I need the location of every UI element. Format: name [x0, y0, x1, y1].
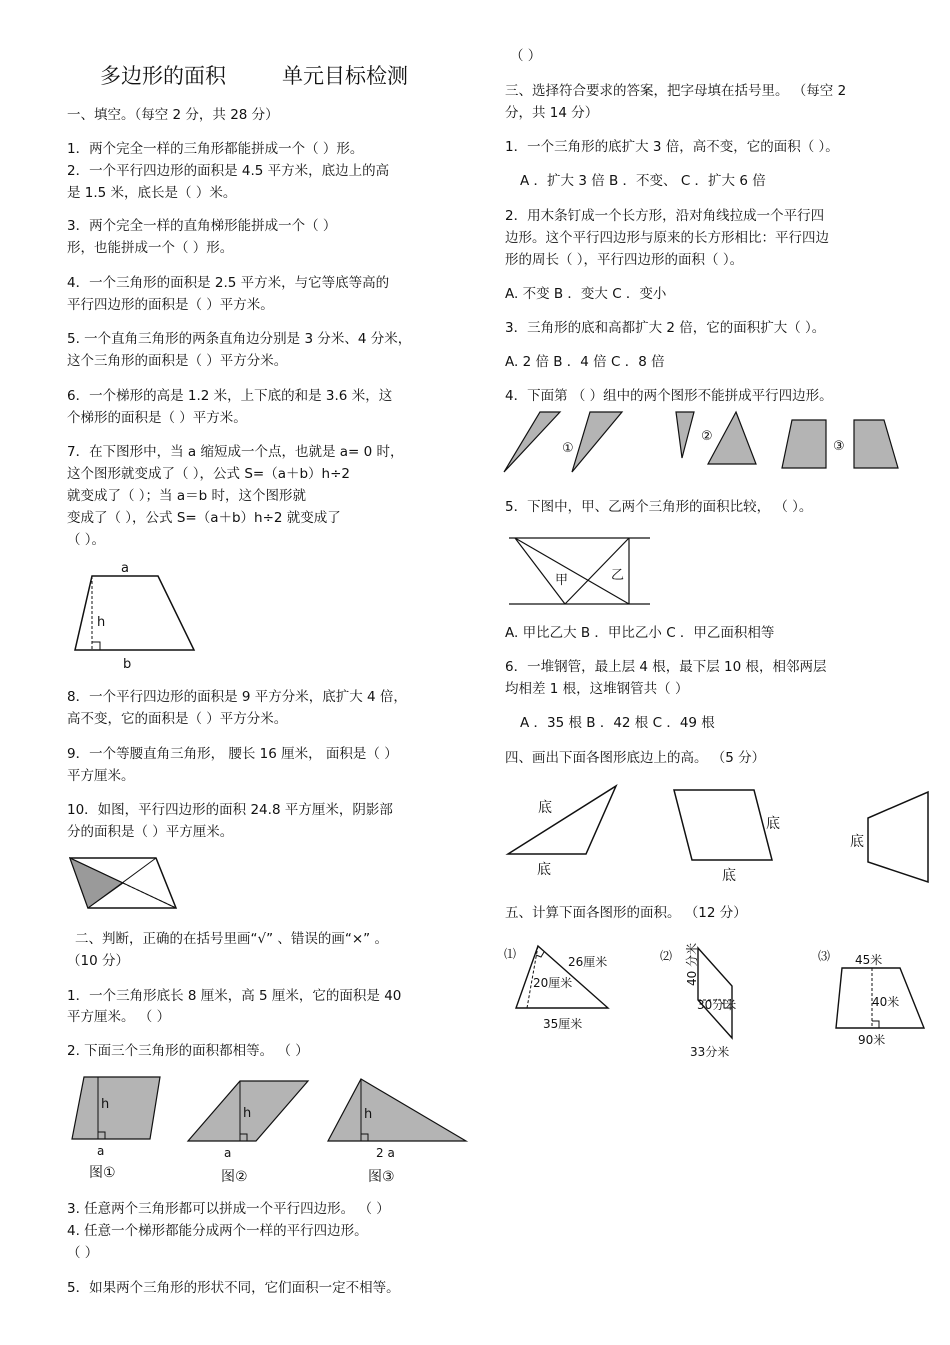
- q1-7e: （ ）。: [67, 532, 106, 548]
- calc3-label-40: 40米: [872, 995, 900, 1009]
- q3-6b: 均相差 1 根，这堆钢管共（ ）: [505, 681, 689, 697]
- q1-4b: 平行四边形的面积是（ ）平方米。: [67, 297, 274, 313]
- q3-2c: 形的周长（ ），平行四边形的面积（ ）。: [505, 252, 744, 268]
- section-3-points: 分，共 14 分）: [505, 105, 599, 121]
- calc3-label-90: 90米: [858, 1033, 886, 1047]
- q1-6a: 6．一个梯形的高是 1.2 米，上下底的和是 3.6 米，这: [67, 388, 393, 404]
- q1-6b: 个梯形的面积是（ ）平方米。: [67, 410, 247, 426]
- section-1-heading: 一、填空。（每空 2 分，共 28 分）: [67, 107, 279, 123]
- three-shapes-figure: [66, 1073, 471, 1188]
- shape3-caption: 图③: [368, 1169, 395, 1185]
- q1-5a: 5. 一个直角三角形的两条直角边分别是 3 分米、4 分米，: [67, 331, 412, 347]
- q3-2b: 边形。这个平行四边形与原来的长方形相比：平行四边: [505, 230, 829, 246]
- shape3-label-2a: 2 a: [376, 1146, 395, 1160]
- q1-10a: 10．如图，平行四边形的面积 24.8 平方厘米，阴影部: [67, 802, 393, 818]
- trapezoid-figure: [70, 560, 200, 672]
- q3-1: 1．一个三角形的底扩大 3 倍，高不变，它的面积（ ）。: [505, 139, 839, 155]
- q1-7c: 就变成了（ ）；当 a＝b 时，这个图形就: [67, 488, 306, 504]
- q3-3-options: A. 2 倍 B ．4 倍 C ．8 倍: [505, 354, 665, 370]
- shape1-caption: 图①: [89, 1165, 116, 1181]
- pair2-label: ②: [701, 429, 713, 444]
- q1-9a: 9．一个等腰直角三角形， 腰长 16 厘米， 面积是（ ）: [67, 746, 398, 762]
- shape2-label-a: a: [224, 1146, 232, 1160]
- section-4-heading: 四、画出下面各图形底边上的高。 （5 分）: [505, 750, 766, 766]
- q3-2a: 2．用木条钉成一个长方形，沿对角线拉成一个平行四: [505, 208, 825, 224]
- fig4-3-label-di: 底: [850, 834, 864, 850]
- calc2-label-33: 33分米: [690, 1045, 730, 1059]
- q2-1a: 1．一个三角形底长 8 厘米，高 5 厘米，它的面积是 40: [67, 988, 402, 1004]
- shape3-label-h: h: [364, 1107, 373, 1122]
- calc2-label-40: 40 分米: [685, 942, 699, 986]
- page-subtitle: 单元目标检测: [282, 64, 408, 88]
- q3-2-options: A. 不变 B ．变大 C ．变小: [505, 286, 667, 302]
- calc1-label-20: 20厘米: [533, 976, 573, 990]
- q1-3a: 3．两个完全一样的直角梯形能拼成一个（ ）: [67, 218, 337, 234]
- q1-2a: 2．一个平行四边形的面积是 4.5 平方米，底边上的高: [67, 163, 390, 179]
- q3-4: 4．下面第 （ ）组中的两个图形不能拼成平行四边形。: [505, 388, 833, 404]
- calc1-number: ⑴: [504, 947, 517, 961]
- shape1-label-h: h: [101, 1097, 110, 1112]
- q3-3: 3．三角形的底和高都扩大 2 倍，它的面积扩大（ ）。: [505, 320, 826, 336]
- section-3-heading: 三、选择符合要求的答案，把字母填在括号里。 （每空 2: [505, 83, 847, 99]
- q2-4b: （ ）: [67, 1245, 99, 1261]
- trap-label-h: h: [97, 615, 106, 630]
- triangle-yi-label: 乙: [611, 568, 625, 583]
- fig4-2-label-di-bottom: 底: [722, 868, 736, 884]
- section-2-heading: 二、判断，正确的在括号里画“√” 、错误的画“×” 。: [75, 931, 388, 947]
- q2-3: 3. 任意两个三角形都可以拼成一个平行四边形。 （ ）: [67, 1201, 390, 1217]
- pair3-label: ③: [833, 439, 845, 454]
- q1-4a: 4．一个三角形的面积是 2.5 平方米，与它等底等高的: [67, 275, 390, 291]
- calc3-label-45: 45米: [855, 953, 883, 967]
- trap-label-b: b: [123, 657, 132, 672]
- calc3-number: ⑶: [818, 949, 831, 963]
- section-5-heading: 五、计算下面各图形的面积。 （12 分）: [505, 905, 747, 921]
- shape2-label-h: h: [243, 1106, 252, 1121]
- q3-1-options: A ．扩大 3 倍 B ．不变、 C ．扩大 6 倍: [520, 173, 766, 189]
- page-title: 多边形的面积: [100, 64, 226, 88]
- calc2-number: ⑵: [660, 949, 673, 963]
- section-2-points: （10 分）: [67, 953, 129, 969]
- shaded-parallelogram-figure: [66, 852, 181, 914]
- q3-6a: 6．一堆钢管，最上层 4 根，最下层 10 根，相邻两层: [505, 659, 827, 675]
- fig4-1-label-di-bottom: 底: [537, 862, 551, 878]
- q1-10b: 分的面积是（ ）平方厘米。: [67, 824, 234, 840]
- pair1-label: ①: [562, 441, 574, 456]
- calc1-label-26: 26厘米: [568, 955, 608, 969]
- q2-4a: 4. 任意一个梯形都能分成两个一样的平行四边形。: [67, 1223, 368, 1239]
- shape1-label-a: a: [97, 1144, 105, 1158]
- q1-7a: 7．在下图形中，当 a 缩短成一个点，也就是 a= 0 时，: [67, 444, 404, 460]
- calc2-label-30: 30分米: [697, 998, 737, 1012]
- q2-5-bracket: （ ）: [510, 48, 542, 64]
- q3-5: 5．下图中，甲、乙两个三角形的面积比较， （ ）。: [505, 499, 813, 515]
- trap-label-a: a: [121, 561, 129, 576]
- q2-5: 5．如果两个三角形的形状不同，它们面积一定不相等。: [67, 1280, 400, 1296]
- q1-9b: 平方厘米。: [67, 768, 135, 784]
- shape-pairs-figure: [500, 408, 905, 476]
- q1-2b: 是 1.5 米，底长是（ ）米。: [67, 185, 237, 201]
- q1-1: 1．两个完全一样的三角形都能拼成一个（ ）形。: [67, 141, 364, 157]
- draw-height-figures: [500, 778, 935, 888]
- q1-3b: 形，也能拼成一个（ ）形。: [67, 240, 234, 256]
- q3-6-options: A ．35 根 B ．42 根 C ．49 根: [520, 715, 715, 731]
- fig4-1-label-di-top: 底: [538, 800, 552, 816]
- q1-5b: 这个三角形的面积是（ ）平方分米。: [67, 353, 288, 369]
- triangle-jia-label: 甲: [555, 573, 569, 588]
- q1-7d: 变成了（ ），公式 S=（a＋b）h÷2 就变成了: [67, 510, 341, 526]
- calc1-label-35: 35厘米: [543, 1017, 583, 1031]
- q2-1b: 平方厘米。 （ ）: [67, 1009, 171, 1025]
- area-calc-figures: [500, 938, 930, 1063]
- q1-8a: 8．一个平行四边形的面积是 9 平方分米，底扩大 4 倍，: [67, 689, 407, 705]
- fig4-2-label-di-side: 底: [766, 816, 780, 832]
- jia-yi-triangles-figure: [505, 532, 655, 610]
- shape2-caption: 图②: [221, 1169, 248, 1185]
- q1-8b: 高不变，它的面积是（ ）平方分米。: [67, 711, 288, 727]
- q1-7b: 这个图形就变成了（ ），公式 S=（a＋b）h÷2: [67, 466, 351, 482]
- q3-5-options: A. 甲比乙大 B ．甲比乙小 C ．甲乙面积相等: [505, 625, 775, 641]
- q2-2: 2. 下面三个三角形的面积都相等。 （ ）: [67, 1043, 309, 1059]
